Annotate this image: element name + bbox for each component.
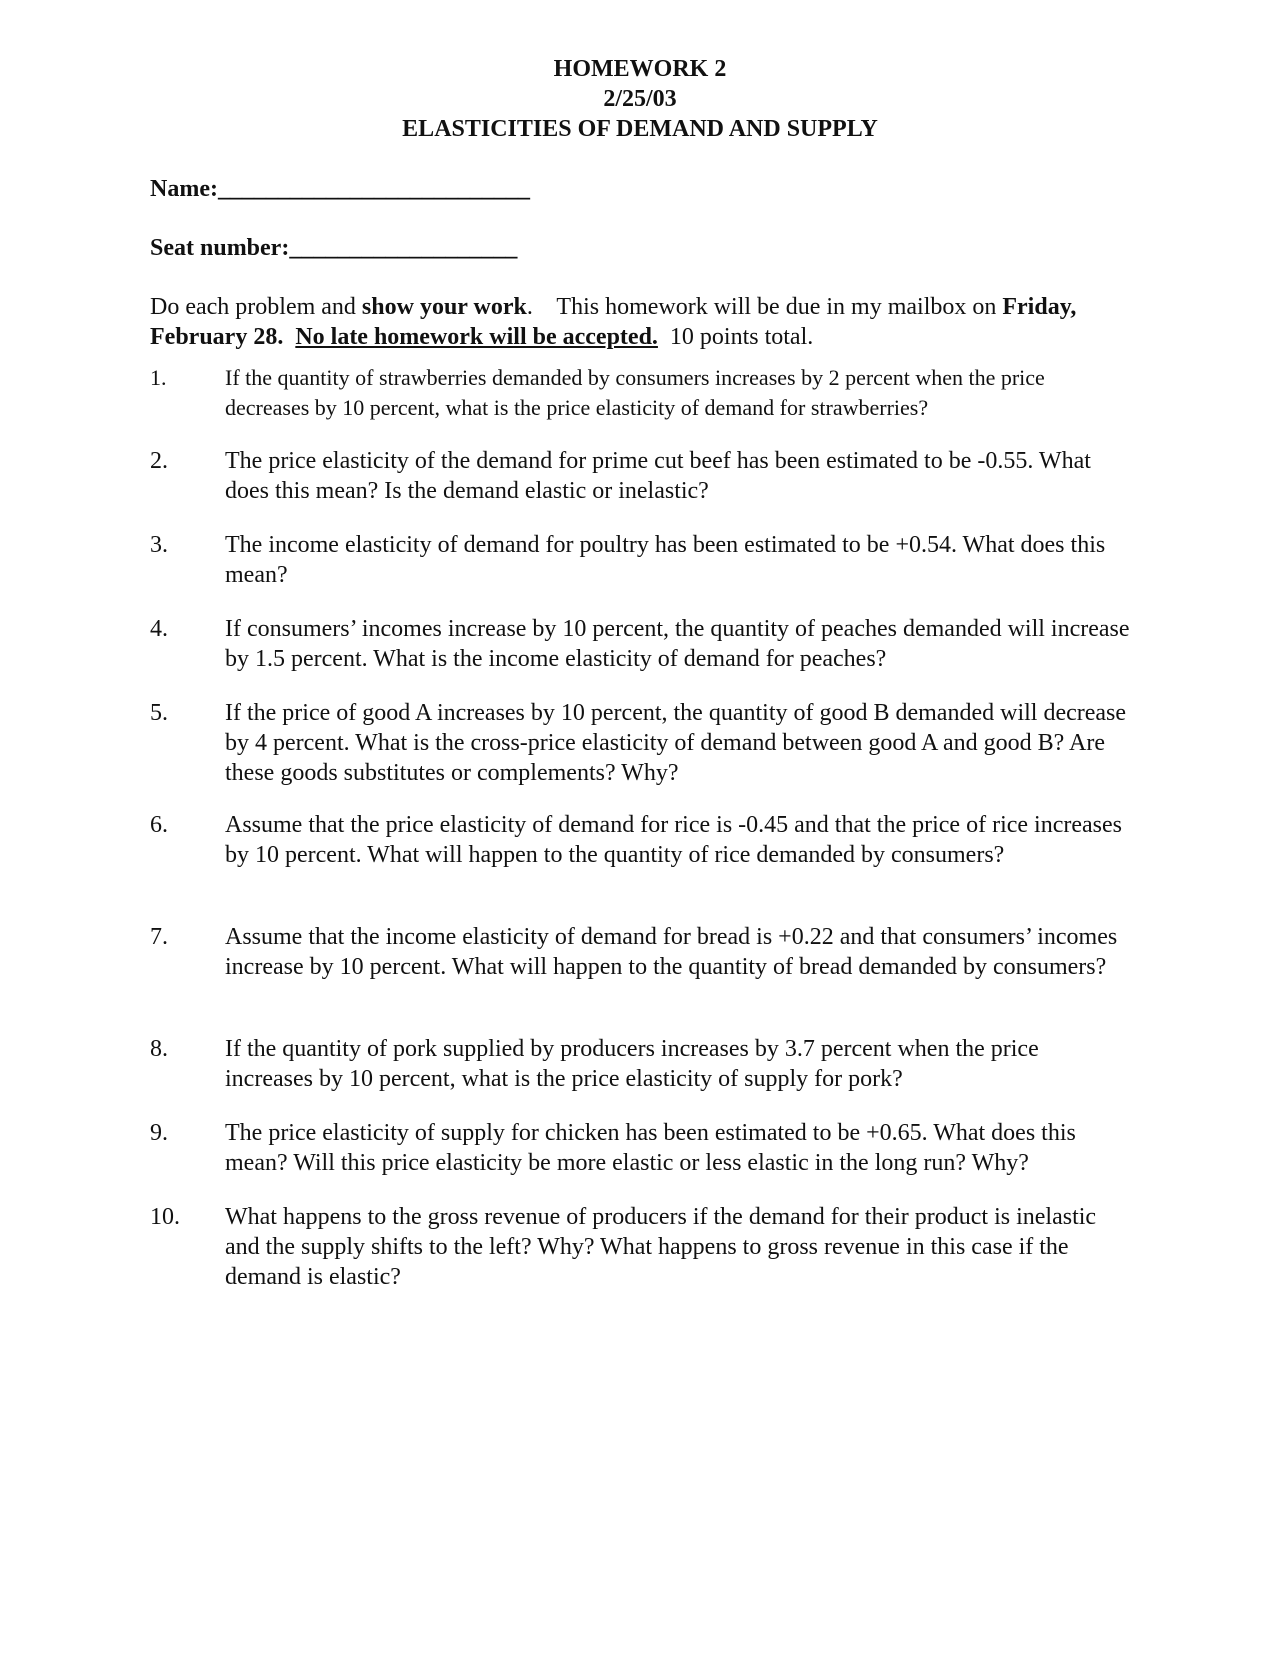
question-number: 4. [150, 616, 168, 642]
question-text: If consumers’ incomes increase by 10 percent, the quantity of peaches demanded will increase by 1.5 percent. What is the income elasticity of demand for peaches? [225, 616, 1130, 672]
question-text: What happens to the gross revenue of producers if the demand for their product is inelastic and the supply shifts to the left? Why? What happens to gross revenue in this case if the demand is elastic? [225, 1204, 1097, 1290]
question-number: 5. [150, 700, 168, 726]
intro-points: 10 points total. [657, 324, 814, 350]
seat-number-label: Seat number: [150, 235, 290, 261]
intro-part1: Do each problem and [150, 294, 362, 320]
seat-number-field[interactable] [150, 233, 517, 263]
name-field[interactable] [150, 174, 530, 204]
document-header [0, 54, 1280, 144]
name-label: Name: [150, 176, 218, 202]
question-text: Assume that the income elasticity of demand for bread is +0.22 and that consumers’ incomes increase by 10 percent. What will happen to the quantity of bread demanded by consumers? [225, 924, 1118, 980]
question-number: 10. [150, 1204, 180, 1230]
document-title: HOMEWORK 2 [553, 56, 727, 82]
question-number: 3. [150, 532, 168, 558]
question-text: If the quantity of pork supplied by producers increases by 3.7 percent when the price increases by 10 percent, what is the price elasticity of supply for pork? [225, 1036, 1039, 1092]
instructions [150, 292, 1130, 352]
document-subtitle: ELASTICITIES OF DEMAND AND SUPPLY [402, 116, 878, 142]
question-number: 7. [150, 924, 168, 950]
question-number: 1. [150, 365, 167, 390]
intro-part5 [283, 324, 295, 350]
question-text: The price elasticity of supply for chicken has been estimated to be +0.65. What does this mean? Will this price elasticity be more elastic or less elastic in the long run? Why? [225, 1120, 1076, 1176]
question-number: 8. [150, 1036, 168, 1062]
question-text: The price elasticity of the demand for prime cut beef has been estimated to be -0.55. What does this mean? Is the demand elastic or inelastic? [225, 448, 1091, 504]
question-text: The income elasticity of demand for poultry has been estimated to be +0.54. What does this mean? [225, 532, 1106, 588]
question-text: If the quantity of strawberries demanded by consumers increases by 2 percent when the price decreases by 10 percent, what is the price elasticity of demand for strawberries? [225, 365, 1045, 420]
question-text: If the price of good A increases by 10 percent, the quantity of good B demanded will decrease by 4 percent. What is the cross-price elasticity of demand between good A and good B? Are these goods substitutes or complements? Why? [225, 700, 1127, 786]
intro-part3: . This homework will be due in my mailbox on [526, 294, 1003, 320]
intro-no-late: No late homework will be accepted. [295, 324, 658, 350]
question-number: 6. [150, 812, 168, 838]
question-number: 2. [150, 448, 168, 474]
intro-due-date: Friday, February 28. [150, 294, 1077, 350]
question-number: 9. [150, 1120, 168, 1146]
intro-show-work: show your work [361, 294, 527, 320]
question-text: Assume that the price elasticity of demand for rice is -0.45 and that the price of rice increases by 10 percent. What will happen to the quantity of rice demanded by consumers? [225, 812, 1122, 868]
document-date: 2/25/03 [603, 86, 677, 112]
seat-number-blank[interactable]: ___________________ [289, 235, 518, 261]
name-blank[interactable]: __________________________ [217, 176, 530, 202]
